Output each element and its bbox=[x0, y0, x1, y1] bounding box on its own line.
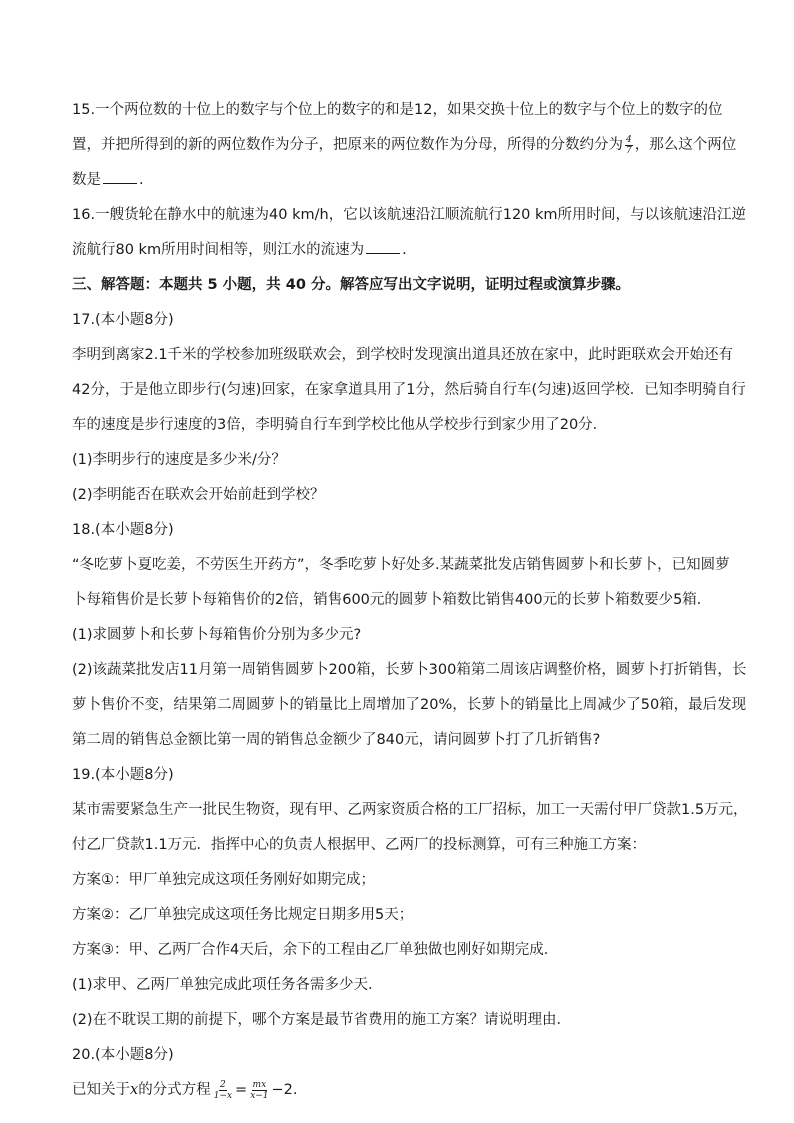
q15-line3-text: 数是 bbox=[72, 172, 101, 188]
q17-para-line3: 车的速度是步行速度的3倍，李明骑自行车到学校比他从学校步行到家少用了20分． bbox=[72, 417, 608, 433]
q15-line2-tail: ，那么这个两位 bbox=[634, 137, 737, 153]
q18-sub2-line3: 第二周的销售总金额比第一周的销售总金额少了840元，请问圆萝卜打了几折销售? bbox=[72, 732, 601, 748]
q18-sub2-line1: (2)该蔬菜批发店11月第一周销售圆萝卜200箱，长萝卜300箱第二周该店调整价格，圆萝卜打折销售，长 bbox=[72, 662, 747, 678]
q20-text-b: 的分式方程 bbox=[138, 1082, 211, 1098]
q18-sub2-line2: 萝卜售价不变，结果第二周圆萝卜的销量比上周增加了20%，长萝卜的销量比上周减少了50箱，最后发现 bbox=[72, 697, 747, 713]
q20-text-c: −2. bbox=[271, 1082, 298, 1098]
q19-para-line2: 付乙厂贷款1.1万元．指挥中心的负责人根据甲、乙两厂的投标测算，可有三种施工方案： bbox=[72, 837, 647, 853]
q19-plan1: 方案①：甲厂单独完成这项任务刚好如期完成； bbox=[72, 872, 375, 888]
section3-heading: 三、解答题：本题共 5 小题，共 40 分。解答应写出文字说明，证明过程或演算步骤。 bbox=[72, 277, 630, 293]
q20-variable: x bbox=[130, 1082, 139, 1098]
q15-answer-blank[interactable] bbox=[103, 171, 137, 184]
q15-line3 bbox=[72, 166, 722, 194]
q16-line2-text: 流航行80 km所用时间相等，则江水的流速为 bbox=[72, 242, 365, 258]
q18-sub1: (1)求圆萝卜和长萝卜每箱售价分别为多少元? bbox=[72, 627, 362, 643]
q15-line1: 15.一个两位数的十位上的数字与个位上的数字的和是12，如果交换十位上的数字与个位上的数字的位 bbox=[72, 102, 723, 118]
q15-fraction-den: 7 bbox=[626, 145, 632, 156]
q18-para-line2: 卜每箱售价是长萝卜每箱售价的2倍，销售600元的圆萝卜箱数比销售400元的长萝卜箱数要少5箱． bbox=[72, 592, 712, 608]
q20-fraction-right-den: x−1 bbox=[250, 1090, 269, 1101]
page-content bbox=[72, 96, 748, 1104]
q20-fraction-right-num: mx bbox=[252, 1079, 267, 1090]
q17-para-line1: 李明到离家2.1千米的学校参加班级联欢会，到学校时发现演出道具还放在家中，此时距联欢会开始还有 bbox=[72, 347, 734, 363]
q17-header: 17.(本小题8分) bbox=[72, 312, 174, 328]
q19-para-line1: 某市需要紧急生产一批民生物资，现有甲、乙两家资质合格的工厂招标，加工一天需付甲厂贷款1.5万元， bbox=[72, 802, 748, 818]
q19-sub1: (1)求甲、乙两厂单独完成此项任务各需多少天． bbox=[72, 977, 383, 993]
q15-line3-end: . bbox=[139, 172, 144, 188]
q20-fraction-left bbox=[213, 1080, 233, 1101]
q15-line2-text: 置，并把所得到的新的两位数作为分子，把原来的两位数作为分母，所得的分数约分为 bbox=[72, 137, 623, 153]
q18-para-line1: “冬吃萝卜夏吃姜，不劳医生开药方”，冬季吃萝卜好处多.某蔬菜批发店销售圆萝卜和长萝卜，已知圆萝 bbox=[72, 557, 730, 573]
q15-line2 bbox=[72, 131, 737, 159]
q16-answer-blank[interactable] bbox=[366, 241, 400, 254]
q20-fraction-right bbox=[249, 1080, 269, 1101]
q16-line2 bbox=[72, 236, 722, 264]
q15-fraction-num: 4 bbox=[626, 134, 632, 145]
q18-header: 18.(本小题8分) bbox=[72, 522, 174, 538]
q20-fraction-left-num: 2 bbox=[219, 1079, 226, 1090]
q20-text-a: 已知关于 bbox=[72, 1082, 130, 1098]
q17-sub2: (2)李明能否在联欢会开始前赶到学校？ bbox=[72, 487, 325, 503]
q20-fraction-left-den: 1−x bbox=[213, 1090, 233, 1101]
q16-line2-end: . bbox=[402, 242, 407, 258]
q20-equals-sign: = bbox=[235, 1082, 248, 1098]
q20-equation-line bbox=[72, 1076, 722, 1104]
q20-header: 20.(本小题8分) bbox=[72, 1047, 174, 1063]
q19-sub2: (2)在不耽误工期的前提下，哪个方案是最节省费用的施工方案？请说明理由． bbox=[72, 1012, 572, 1028]
q16-line1: 16.一艘货轮在静水中的航速为40 km/h，它以该航速沿江顺流航行120 km所用时间，与以该航速沿江逆 bbox=[72, 207, 747, 223]
q19-header: 19.(本小题8分) bbox=[72, 767, 174, 783]
q19-plan3: 方案③：甲、乙两厂合作4天后，余下的工程由乙厂单独做也刚好如期完成． bbox=[72, 942, 559, 958]
q17-sub1: (1)李明步行的速度是多少米/分？ bbox=[72, 452, 286, 468]
q17-para-line2: 42分，于是他立即步行(匀速)回家，在家拿道具用了1分，然后骑自行车(匀速)返回学校．已知李明骑自行 bbox=[72, 382, 746, 398]
q15-fraction bbox=[625, 135, 633, 156]
q19-plan2: 方案②：乙厂单独完成这项任务比规定日期多用5天； bbox=[72, 907, 414, 923]
